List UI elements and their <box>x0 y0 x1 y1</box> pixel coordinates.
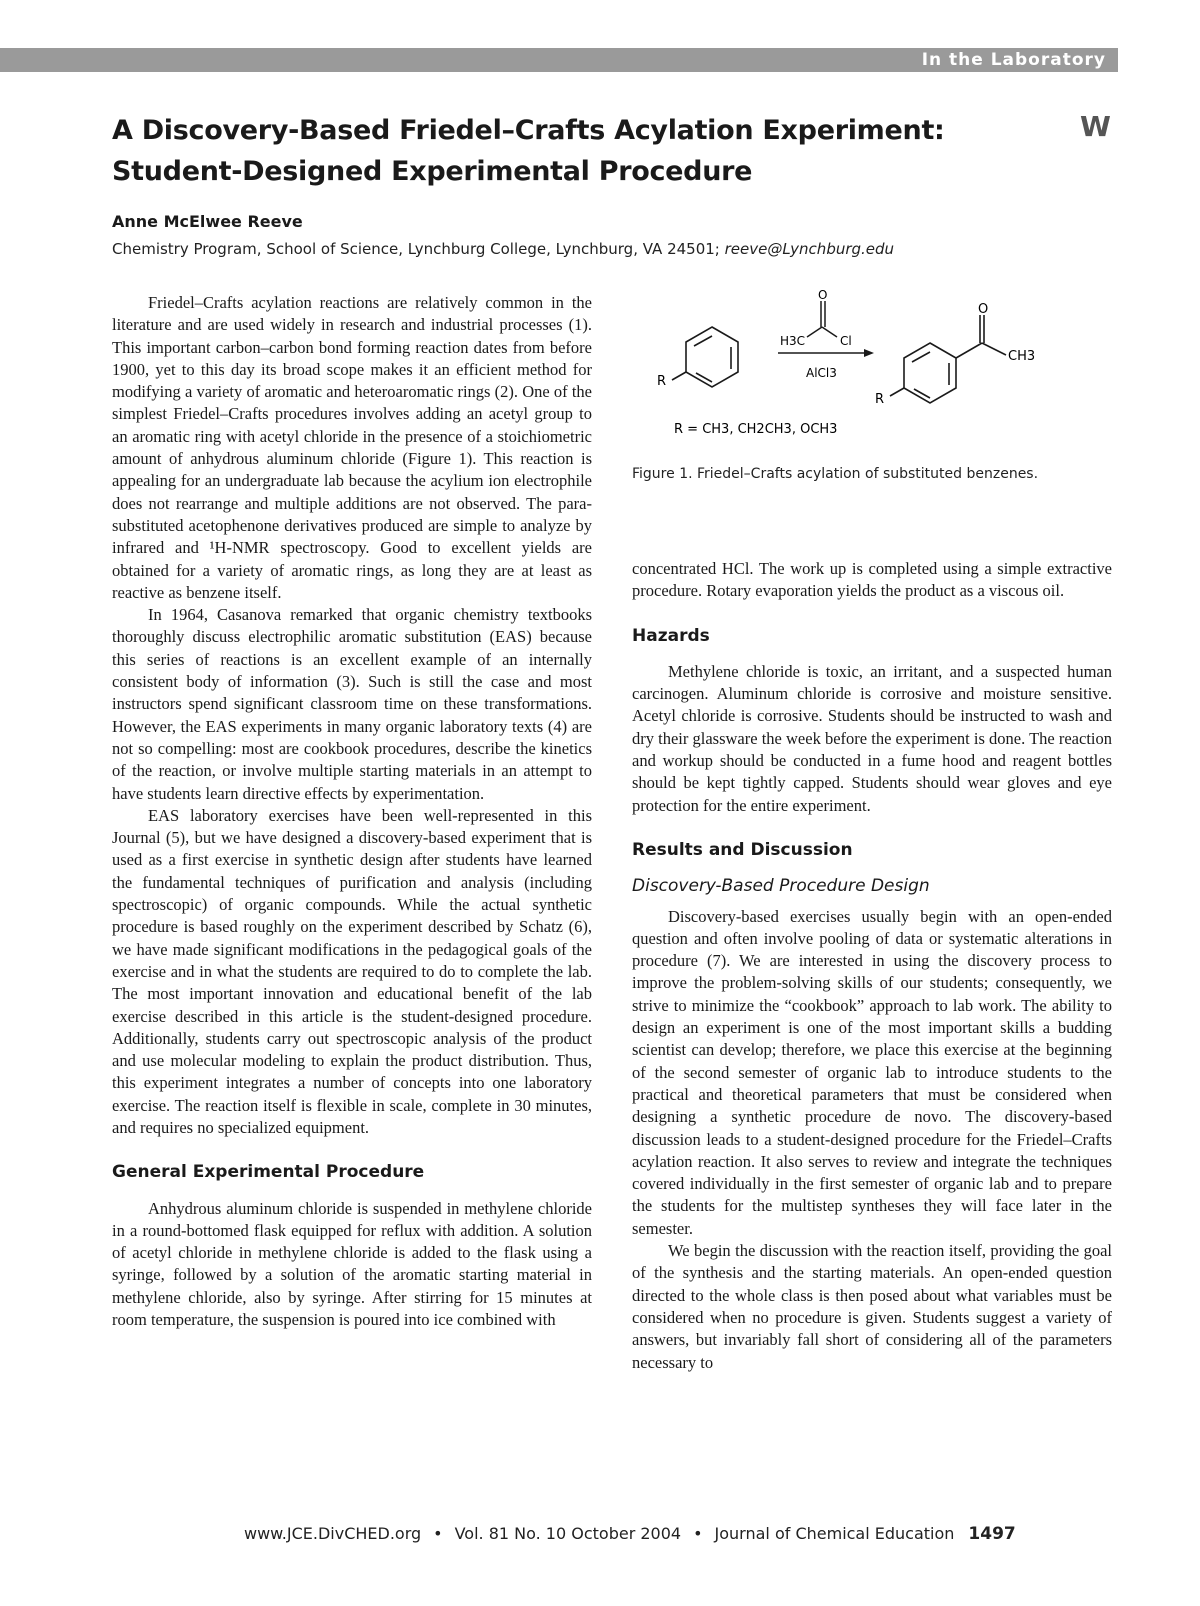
footer-issue: Vol. 81 No. 10 October 2004 <box>454 1524 682 1543</box>
paragraph: Discovery-based exercises usually begin with an open-ended question and often involve pooling of data or systematic alterations in procedure (7). We are interested in using the discovery process to improve the problem-solving skills of our students; consequently, we strive to minimize the “cookbook” approach to lab work. The ability to design an experiment is one of the most important skills a budding scientist can develop; therefore, we place this exercise at the beginning of the second semester of organic lab to introduce students to the practical and theoretical parameters that must be considered when designing a synthetic procedure de novo. The discovery-based discussion leads to a student-designed procedure for the Friedel–Crafts acylation reaction. It also serves to review and integrate the techniques covered individually in the first semester of organic lab and to prepare the students for the multistep syntheses they will face later in the semester. <box>632 906 1112 1238</box>
bullet-icon: • <box>693 1524 703 1543</box>
affiliation-text: Chemistry Program, School of Science, Lynchburg College, Lynchburg, VA 24501; <box>112 240 725 258</box>
section-label: In the Laboratory <box>921 50 1106 70</box>
paragraph: In 1964, Casanova remarked that organic chemistry textbooks thoroughly discuss electrophilic aromatic substitution (EAS) because this series of reactions is an excellent example of an internally consistent body of information (3). Such is still the case and most instructors spend significant classroom time on these transformations. However, the EAS experiments in many organic laboratory texts (4) are not so compelling: most are cookbook procedures, describe the kinetics of the reaction, or involve multiple starting materials in an attempt to have students learn directive effects by experimentation. <box>112 605 592 803</box>
section-heading: Hazards <box>632 625 710 646</box>
footer-journal: Journal of Chemical Education <box>714 1524 955 1543</box>
reactant-benzene-ring <box>672 327 738 387</box>
title-line-2: Student-Designed Experimental Procedure <box>112 156 753 187</box>
author-email[interactable]: reeve@Lynchburg.edu <box>724 240 895 258</box>
acetyl-chloride-structure <box>807 301 837 337</box>
cl-label: Cl <box>840 334 852 348</box>
product-o-label: O <box>978 302 989 317</box>
footer-url[interactable]: www.JCE.DivCHED.org <box>244 1524 422 1543</box>
article-title <box>112 110 1012 192</box>
figure-caption: Figure 1. Friedel–Crafts acylation of substituted benzenes. <box>632 466 1039 482</box>
paragraph: We begin the discussion with the reaction itself, providing the goal of the synthesis and the starting materials. An open-ended question directed to the whole class is then posed about what variables must be considered when no procedure is given. Students suggest a variety of answers, but invariably fall short of considering all of the parameters necessary to <box>632 1241 1112 1372</box>
section-heading: Results and Discussion <box>632 839 853 860</box>
acyl-o-label: O <box>818 288 828 302</box>
reaction-scheme-figure <box>632 285 1112 485</box>
subsection-heading: Discovery-Based Procedure Design <box>632 876 930 897</box>
section-header-band <box>0 48 1118 72</box>
page-footer <box>244 1524 1114 1544</box>
bullet-icon: • <box>433 1524 443 1543</box>
section-heading: General Experimental Procedure <box>112 1162 425 1183</box>
author-affiliation <box>112 240 894 258</box>
author-name: Anne McElwee Reeve <box>112 212 303 231</box>
paragraph: concentrated HCl. The work up is completed using a simple extractive procedure. Rotary evaporation yields the product as a viscous oil. <box>632 559 1112 601</box>
paragraph: Anhydrous aluminum chloride is suspended in methylene chloride in a round-bottomed flask equipped for reflux with addition. A solution of acetyl chloride in methylene chloride is added to the flask using a syringe, followed by a solution of the aromatic starting material in methylene chloride, also by syringe. After stirring for 15 minutes at room temperature, the suspension is poured into ice combined with <box>112 1198 592 1330</box>
title-line-1: A Discovery-Based Friedel–Crafts Acylation Experiment: <box>112 115 945 146</box>
web-supplement-icon: W <box>1080 110 1111 143</box>
paragraph: Methylene chloride is toxic, an irritant, and a suspected human carcinogen. Aluminum chloride is corrosive and moisture sensitive. Acetyl chloride is corrosive. Students should be instructed to wash and dry their glassware the week before the experiment is done. The reaction and workup should be conducted in a fume hood and reagent bottles should be kept tightly capped. Students should wear gloves and eye protection for the entire experiment. <box>632 661 1112 815</box>
product-ring <box>890 315 1006 403</box>
page-number: 1497 <box>968 1524 1016 1544</box>
alcl3-label: AlCl3 <box>806 366 837 380</box>
r-label-left: R <box>657 374 667 389</box>
paragraph: EAS laboratory exercises have been well-represented in this Journal (5), but we have designed a discovery-based experiment that is used as a first exercise in synthetic design after students have learned the fundamental techniques of purification and analysis (including spectroscopic) of organic compounds. While the actual synthetic procedure is based roughly on the experiment described by Schatz (6), we have made significant modifications in the pedagogical goals of the exercise and in what the students are required to do to complete the lab. The most important innovation and educational benefit of the lab exercise described in this article is the student-designed procedure. Additionally, students carry out spectroscopic analysis of the product and use molecular modeling to explain the product distribution. Thus, this experiment integrates a number of concepts into one laboratory exercise. The reaction itself is flexible in scale, complete in 30 minutes, and requires no specialized equipment. <box>112 805 592 1137</box>
paragraph: Friedel–Crafts acylation reactions are relatively common in the literature and are used widely in research and industrial processes (1). This important carbon–carbon bond forming reaction dates from before 1900, yet to this day its broad scope makes it an efficient method for modifying a variety of aromatic and heteroaromatic rings (2). One of the simplest Friedel–Crafts procedures involves adding an acetyl group to an aromatic ring with acetyl chloride in the presence of a stoichiometric amount of anhydrous aluminum chloride (Figure 1). This reaction is appealing for an undergraduate lab because the acylium ion electrophile does not rearrange and multiple additions are not observed. The para-substituted acetophenone derivatives produced are simple to analyze by infrared and ¹H-NMR spectroscopy. Good to excellent yields are obtained for a variety of aromatic rings, as long they are at least as reactive as benzene itself. <box>112 293 592 602</box>
r-label-right: R <box>875 392 885 407</box>
ch3-label: CH3 <box>1008 349 1036 364</box>
r-definition: R = CH3, CH2CH3, OCH3 <box>674 422 838 437</box>
right-column <box>632 558 1112 1374</box>
reaction-arrowhead <box>864 349 874 357</box>
h3c-label: H3C <box>780 334 806 348</box>
left-column <box>112 292 592 1331</box>
